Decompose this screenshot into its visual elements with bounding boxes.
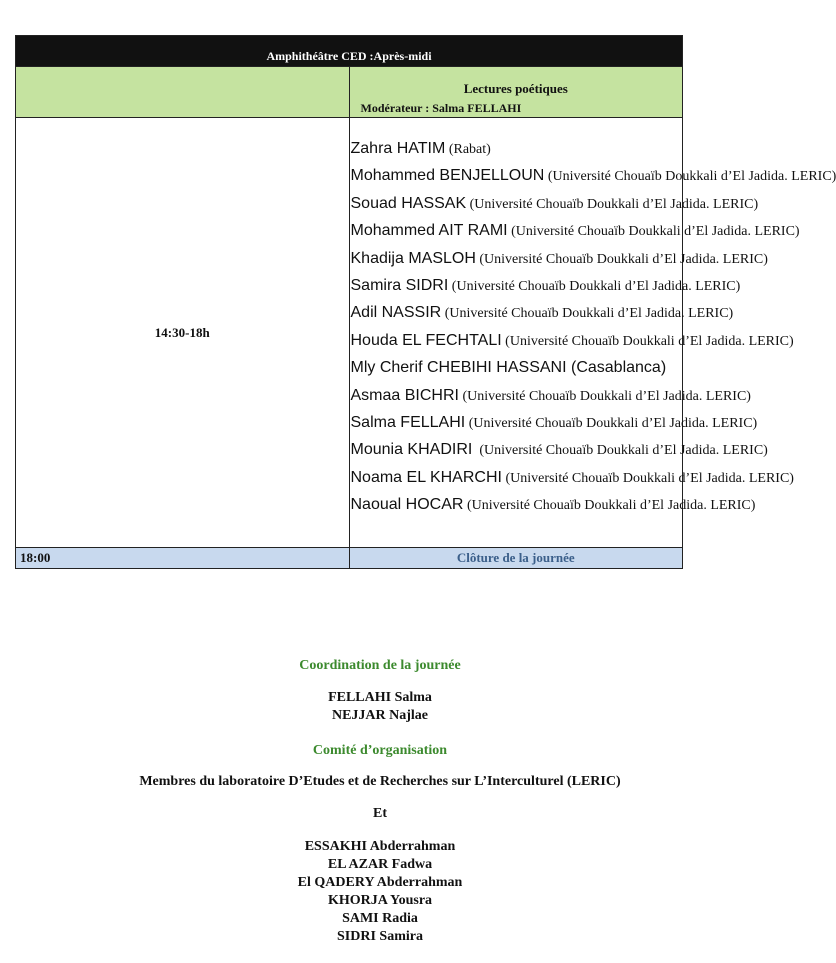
closing-row <box>16 548 683 569</box>
venue-title: Amphithéâtre CED :Après-midi <box>16 36 683 67</box>
speaker-affiliation: (Université Chouaïb Doukkali d’El Jadida. LERIC) <box>441 306 734 322</box>
committee-names <box>0 838 760 946</box>
moderator-label: Modérateur : Salma FELLAHI <box>360 101 522 115</box>
speaker-name: Mohammed BENJELLOUN <box>350 167 545 185</box>
speaker-name: Salma FELLAHI <box>350 413 466 431</box>
speaker-name: Mounia KHADIRI <box>350 441 473 459</box>
session-time-empty <box>16 67 350 118</box>
list-item <box>350 245 768 272</box>
session-time: 14:30-18h <box>16 118 350 548</box>
speaker-name: Mly Cherif CHEBIHI HASSANI <box>350 359 567 377</box>
speaker-name: Zahra HATIM <box>350 140 446 157</box>
coordinator-name: NEJJAR Najlae <box>331 708 429 723</box>
speaker-name: Souad HASSAK <box>350 194 467 212</box>
speaker-affiliation: (Université Chouaïb Doukkali d’El Jadida. LERIC) <box>507 224 800 240</box>
committee-heading-text: Comité d’organisation <box>312 743 448 758</box>
speaker-name: Samira SIDRI <box>350 276 449 294</box>
list-item <box>350 299 734 326</box>
committee-member: KHORJA Yousra <box>327 893 433 908</box>
committee-lab-text: Membres du laboratoire D’Etudes et de Recherches sur L’Interculturel (LERIC) <box>139 774 621 789</box>
list-item <box>350 409 758 436</box>
talks-row <box>16 118 683 548</box>
committee-member: EL AZAR Fadwa <box>327 857 433 872</box>
session-header <box>349 67 683 118</box>
list-item <box>350 382 751 409</box>
committee-and <box>0 805 760 823</box>
speaker-affiliation: (Université Chouaïb Doukkali d’El Jadida. LERIC) <box>475 251 768 267</box>
speaker-affiliation: (Université Chouaïb Doukkali d’El Jadida. LERIC) <box>501 333 794 349</box>
committee-member: El QADERY Abderrahman <box>297 875 463 890</box>
committee-member: ESSAKHI Abderrahman <box>304 839 456 854</box>
list-item <box>350 491 756 518</box>
speaker-name: Noama EL KHARCHI <box>350 468 502 486</box>
session-row <box>16 67 683 118</box>
speaker-affiliation: (Casablanca) <box>566 359 667 377</box>
speaker-name: Adil NASSIR <box>350 304 442 322</box>
session-title: Lectures poétiques <box>463 81 568 96</box>
committee-lab <box>0 773 760 791</box>
speaker-affiliation: (Université Chouaïb Doukkali d’El Jadida. LERIC) <box>465 415 758 431</box>
schedule-table <box>15 35 836 569</box>
list-item <box>350 436 768 463</box>
closing-label: Clôture de la journée <box>349 548 683 569</box>
list-item <box>350 327 794 354</box>
speaker-affiliation: (Université Chouaïb Doukkali d’El Jadida. LERIC) <box>458 388 751 404</box>
speaker-affiliation: (Université Chouaïb Doukkali d’El Jadida. LERIC) <box>501 470 794 486</box>
committee-and-text: Et <box>373 806 387 821</box>
list-item <box>350 464 794 491</box>
speaker-affiliation: (Université Chouaïb Doukkali d’El Jadida. LERIC) <box>466 196 759 212</box>
coordination-names <box>0 689 760 725</box>
speaker-name: Naoual HOCAR <box>350 496 464 514</box>
coordination-heading-text: Coordination de la journée <box>299 658 461 673</box>
committee-heading <box>0 742 760 760</box>
closing-time: 18:00 <box>16 548 350 569</box>
committee-member: SIDRI Samira <box>337 929 423 944</box>
speaker-name: Houda EL FECHTALI <box>350 331 502 349</box>
coordinator-name: FELLAHI Salma <box>328 690 432 705</box>
list-item <box>350 354 683 381</box>
coordination-heading <box>0 657 760 675</box>
venue-row <box>16 36 683 67</box>
speaker-affiliation: (Université Chouaïb Doukkali d’El Jadida. LERIC) <box>463 498 756 514</box>
speaker-name: Asmaa BICHRI <box>350 386 459 404</box>
list-item <box>350 162 836 189</box>
committee-member: SAMI Radia <box>342 911 418 926</box>
list-item <box>350 135 683 162</box>
speaker-name: Khadija MASLOH <box>350 249 476 267</box>
talks-list <box>349 118 836 548</box>
speaker-affiliation: (Université Chouaïb Doukkali d’El Jadida. LERIC) <box>448 278 741 294</box>
list-item <box>350 217 800 244</box>
speaker-affiliation: (Université Chouaïb Doukkali d’El Jadida. LERIC) <box>544 169 836 185</box>
speaker-affiliation: (Rabat) <box>445 142 491 157</box>
speaker-name: Mohammed AIT RAMI <box>350 222 508 240</box>
list-item <box>350 272 741 299</box>
speaker-affiliation: (Université Chouaïb Doukkali d’El Jadida. LERIC) <box>472 443 768 459</box>
list-item <box>350 190 759 217</box>
